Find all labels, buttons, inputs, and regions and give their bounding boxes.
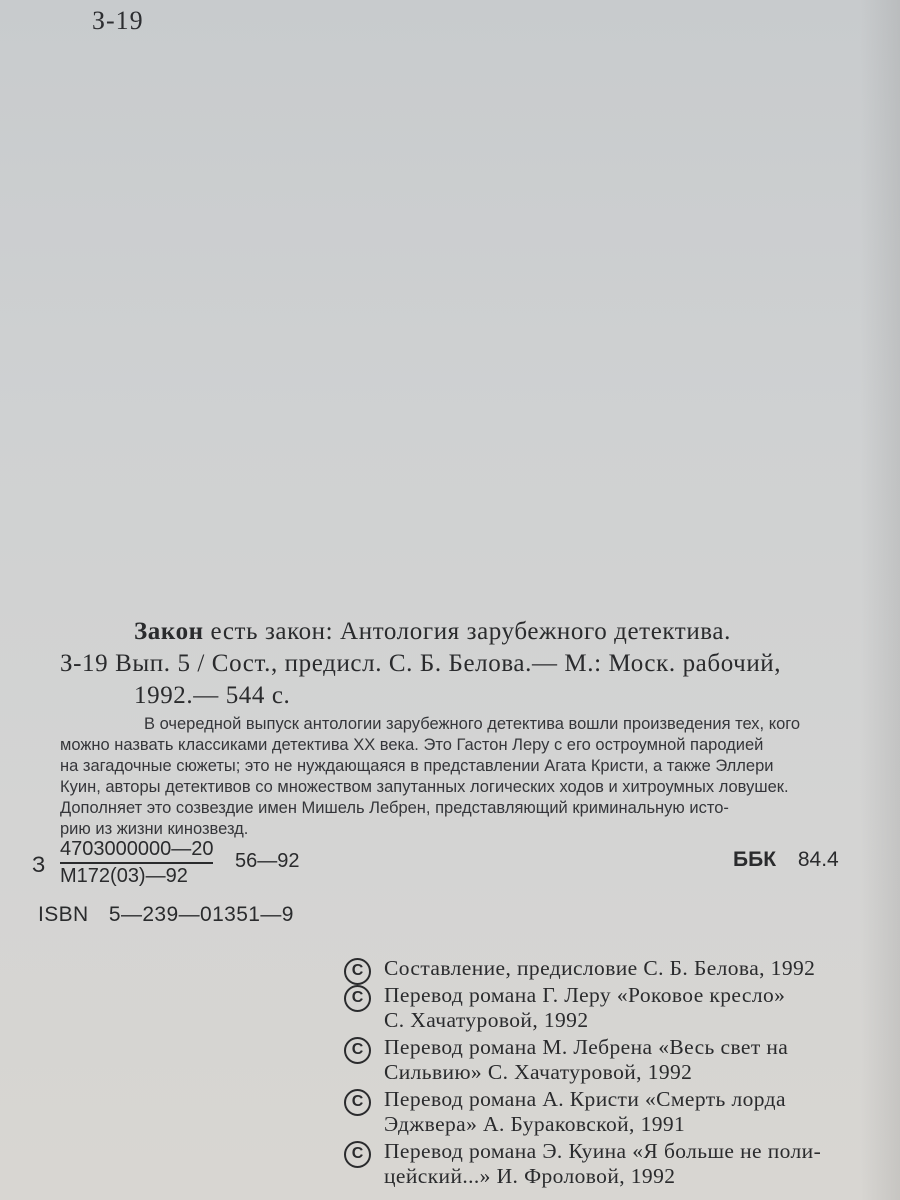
copyright-line: Сильвию» С. Хачатуровой, 1992 [384, 1060, 693, 1084]
copyright-line: Составление, предисловие С. Б. Белова, 1992 [384, 956, 816, 980]
code-denominator: М172(03)—92 [60, 865, 188, 887]
copyright-entry [342, 983, 862, 1033]
annotation-line: Дополняет это созвездие имен Мишель Лебрен, представляющий криминальную исто- [60, 799, 729, 817]
copyright-icon: C [344, 1089, 371, 1116]
copyright-icon: C [344, 985, 371, 1012]
annotation-text [60, 714, 850, 840]
page-edge-shadow [860, 0, 900, 1200]
copyright-icon: C [344, 1141, 371, 1168]
bbk-index [733, 848, 839, 872]
copyright-list [342, 956, 862, 1191]
code-numerator: 4703000000—20 [60, 838, 213, 864]
isbn-value: 5—239—01351—9 [108, 903, 294, 926]
copyright-line: Перевод романа Э. Куина «Я больше не поли- [384, 1139, 822, 1163]
copyright-entry [342, 1087, 862, 1137]
catalog-line-title [134, 618, 731, 646]
copyright-line: Перевод романа Г. Леру «Роковое кресло» [384, 983, 786, 1007]
copyright-icon: C [344, 1037, 371, 1064]
copyright-entry [342, 1035, 862, 1085]
book-title-rest: есть закон: Антология зарубежного детектива. [210, 618, 731, 645]
copyright-line: Перевод романа А. Кристи «Смерть лорда [384, 1087, 786, 1111]
book-title-bold: Закон [134, 618, 204, 645]
annotation-line: Куин, авторы детективов со множеством запутанных логических ходов и хитроумных ловушек. [60, 778, 789, 796]
annotation-line: В очередной выпуск антологии зарубежного детектива вошли произведения тех, кого [144, 715, 801, 733]
catalog-line-pages: 1992.— 544 с. [134, 682, 291, 709]
annotation-line: можно назвать классиками детектива XX века. Это Гастон Леру с его остроумной пародией [60, 736, 764, 754]
annotation-line: рию из жизни кинозвезд. [60, 820, 249, 838]
isbn-label: ISBN [38, 903, 89, 926]
copyright-line: С. Хачатуровой, 1992 [384, 1008, 589, 1032]
copyright-line: Перевод романа М. Лебрена «Весь свет на [384, 1035, 789, 1059]
code-suffix: 56—92 [235, 850, 300, 872]
code-fraction [60, 838, 213, 888]
code-prefix: З [32, 852, 46, 877]
copyright-line: Эджвера» А. Бураковской, 1991 [384, 1112, 686, 1136]
corner-catalog-code: З-19 [92, 6, 144, 35]
copyright-icon: C [344, 958, 371, 985]
bbk-value: 84.4 [797, 848, 839, 871]
copyright-entry [342, 1139, 862, 1189]
copyright-line: цейский...» И. Фроловой, 1992 [384, 1164, 676, 1188]
catalog-line-publisher: З-19 Вып. 5 / Сост., предисл. С. Б. Белова.— М.: Моск. рабочий, [60, 650, 782, 677]
copyright-entry [342, 956, 862, 981]
isbn [38, 903, 294, 927]
annotation-line: на загадочные сюжеты; это не нуждающаяся в представлении Агата Кристи, а также Эллери [60, 757, 774, 775]
bbk-label: ББК [733, 848, 777, 871]
